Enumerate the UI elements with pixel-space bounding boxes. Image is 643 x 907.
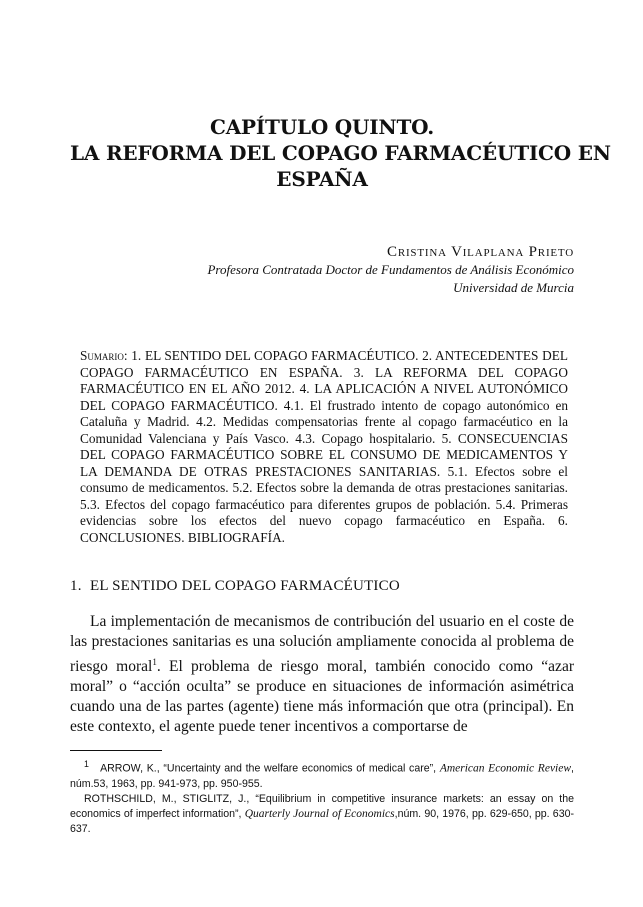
footnote-marker: 1 (84, 759, 89, 769)
author-institution: Universidad de Murcia (453, 280, 574, 295)
footnote-2-text-b: ,núm. 90, 1976, pp. 629-650, pp. 630-637. (70, 807, 575, 835)
chapter-title-line-3: ESPAÑA (276, 167, 368, 191)
footnote-reference[interactable]: 1 (152, 657, 157, 667)
footnote-1-text-b: , núm.53, 1963, pp. 941-973, pp. 950-955. (70, 762, 574, 790)
summary-label: Sumario: (80, 348, 128, 363)
footnote-2-journal: Quarterly Journal of Economics (244, 807, 395, 820)
footnote-1-text-a: ARROW, K., “Uncertainty and the welfare economics of medical care”, (100, 762, 440, 775)
section-heading-text: EL SENTIDO DEL COPAGO FARMACÉUTICO (90, 578, 400, 594)
footnote-1-journal: American Economic Review (439, 762, 572, 775)
footnote-divider (70, 750, 162, 751)
document-page (70, 0, 611, 907)
body-paragraph (70, 612, 574, 737)
chapter-title (70, 114, 611, 192)
footnotes (70, 757, 574, 837)
author-name: Cristina Vilaplana Prieto (387, 244, 574, 260)
section-number: 1. (70, 578, 82, 594)
section-heading (70, 578, 400, 595)
chapter-title-line-1: CAPÍTULO QUINTO. (210, 115, 434, 139)
body-text-part-2: . El problema de riesgo moral, también conocido como “azar moral” o “acción oculta” se produce en situaciones de información asimétrica cuando una de las partes (agente) tiene más información que otra (principal). En este contexto, el agente puede tener incentivos a comportarse de (70, 658, 574, 736)
chapter-summary (80, 348, 568, 546)
author-position: Profesora Contratada Doctor de Fundamentos de Análisis Económico (207, 262, 574, 277)
footnote-1 (70, 757, 574, 792)
footnote-2-text-a: ROTHSCHILD, M., STIGLITZ, J., “Equilibrium in competitive insurance markets: an essay on the economics of imperfect information”, (70, 792, 574, 820)
footnote-1-continued (70, 792, 574, 837)
summary-text: 1. EL SENTIDO DEL COPAGO FARMACÉUTICO. 2. ANTECEDENTES DEL COPAGO FARMACÉUTICO EN ESPAÑA. 3. LA REFORMA DEL COPAGO FARMACÉUTICO EN EL AÑO 2012. 4. LA APLICACIÓN A NIVEL AUTONÓMICO DEL COPAGO FARMACÉUTICO. 4.1. El frustrado intento de copago autonómico en Cataluña y Madrid. 4.2. Medidas compensatorias frente al copago farmacéutico en la Comunidad Valenciana y País Vasco. 4.3. Copago hospitalario. 5. CONSECUENCIAS DEL COPAGO FARMACÉUTICO SOBRE EL CONSUMO DE MEDICAMENTOS Y LA DEMANDA DE OTRAS PRESTACIONES SANITARIAS. 5.1. Efectos sobre el consumo de medicamentos. 5.2. Efectos sobre la demanda de otras prestaciones sanitarias. 5.3. Efectos del copago farmacéutico para diferentes grupos de población. 5.4. Primeras evidencias sobre los efectos del nuevo copago farmacéutico en España. 6. CONCLUSIONES. BIBLIOGRAFÍA. (80, 348, 568, 545)
chapter-title-line-2: LA REFORMA DEL COPAGO FARMACÉUTICO EN (70, 141, 611, 165)
body-text-part-1: La implementación de mecanismos de contribución del usuario en el coste de las prestaciones sanitarias es una solución ampliamente conocida al problema de riesgo moral (70, 613, 574, 676)
